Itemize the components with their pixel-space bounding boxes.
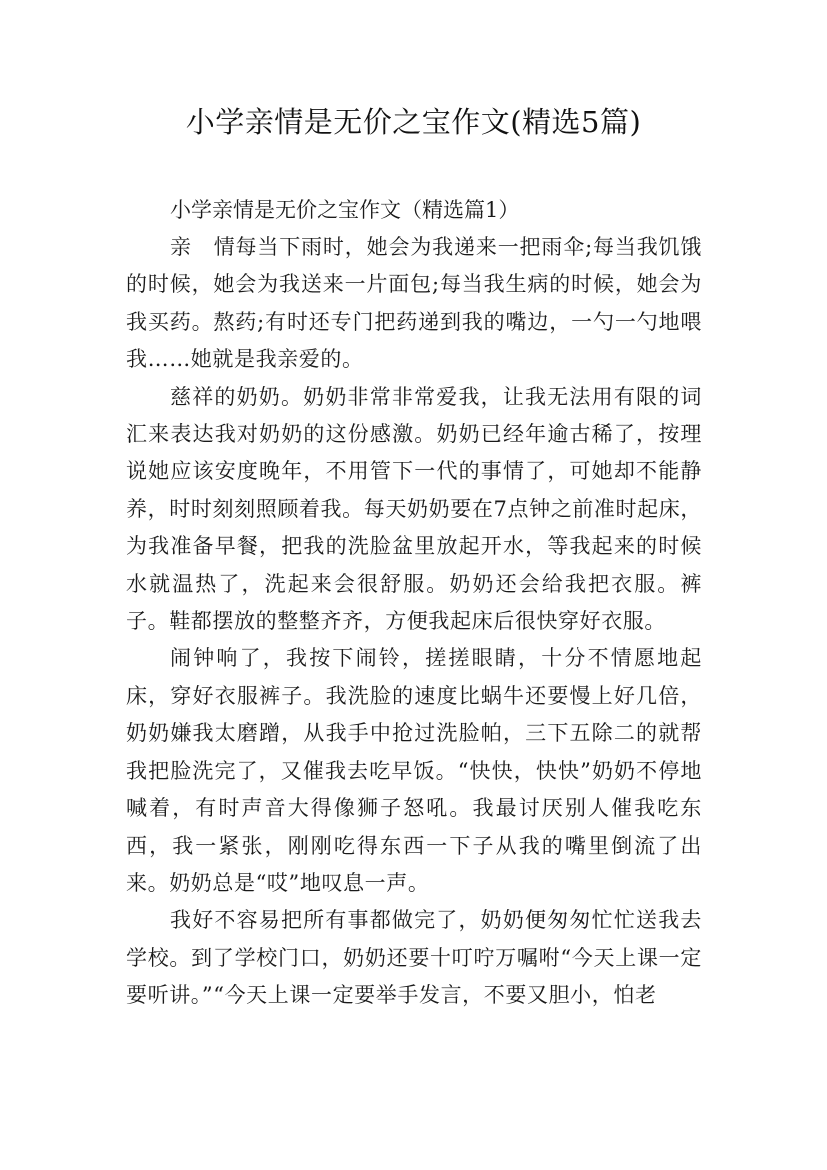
paragraph-3: 闹钟响了，我按下闹铃，搓搓眼睛，十分不情愿地起床，穿好衣服裤子。我洗脸的速度比蜗牛还要慢上好几倍，奶奶嫌我太磨蹭，从我手中抢过洗脸帕，三下五除二的就帮我把脸洗完了，又催我去吃早饭。“快快，快快”奶奶不停地喊着，有时声音大得像狮子怒吼。我最讨厌别人催我吃东西，我一紧张，刚刚吃得东西一下子从我的嘴里倒流了出来。奶奶总是“哎”地叹息一声。	[126, 646, 702, 895]
paragraph-1: 亲 情每当下雨时，她会为我递来一把雨伞;每当我饥饿的时候，她会为我送来一片面包;每当我生病的时候，她会为我买药。熬药;有时还专门把药递到我的嘴边，一勺一勺地喂我……她就是我亲爱的。	[126, 235, 702, 372]
paragraph-2: 慈祥的奶奶。奶奶非常非常爱我，让我无法用有限的词汇来表达我对奶奶的这份感激。奶奶已经年逾古稀了，按理说她应该安度晚年，不用管下一代的事情了，可她却不能静养，时时刻刻照顾着我。每天奶奶要在7点钟之前准时起床，为我准备早餐，把我的洗脸盆里放起开水，等我起来的时候水就温热了，洗起来会很舒服。奶奶还会给我把衣服。裤子。鞋都摆放的整整齐齐，方便我起床后很快穿好衣服。	[126, 384, 702, 634]
section-subtitle: 小学亲情是无价之宝作文（精选篇1）	[170, 198, 520, 222]
paragraph-4: 我好不容易把所有事都做完了，奶奶便匆匆忙忙送我去学校。到了学校门口，奶奶还要十叮咛万嘱咐“今天上课一定要听讲。”“今天上课一定要举手发言，不要又胆小，怕老	[126, 908, 702, 1008]
document-body	[126, 192, 702, 1015]
document-title: 小学亲情是无价之宝作文(精选5篇)	[185, 105, 642, 139]
